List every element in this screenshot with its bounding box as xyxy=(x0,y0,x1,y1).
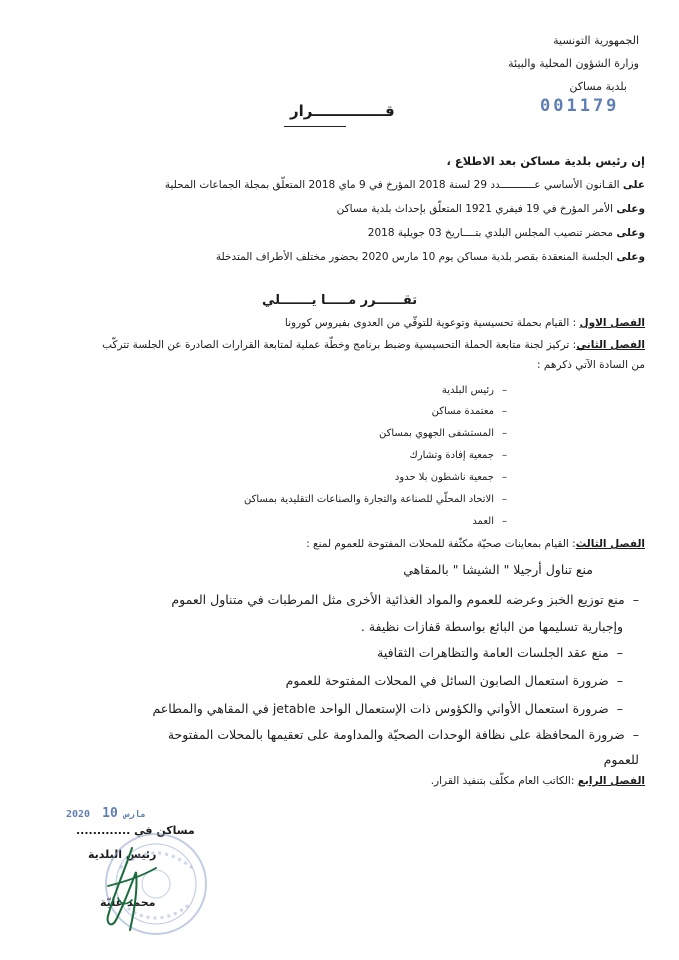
preamble-lead: وعلى xyxy=(616,251,645,263)
committee-member: –معتمدة مساكن xyxy=(431,406,507,417)
preamble-lead: وعلى xyxy=(616,227,645,239)
committee-member: –المستشفى الجهوي بمساكن xyxy=(378,428,507,439)
title-underline xyxy=(284,126,346,127)
article-4-label: الفصل الرابع xyxy=(577,775,645,787)
measure-item: منع تناول أرجيلا " الشيشا " بالمقاهي xyxy=(403,562,593,577)
article-2-label: الفصل الثاني xyxy=(576,339,645,351)
article-4-text: :الكاتب العام مكلّف بتنفيذ القرار. xyxy=(430,775,578,787)
measure-item: –ضرورة استعمال الصابون السائل في المحلات المفتوحة للعموم xyxy=(285,673,623,688)
measure-item: –منع توزيع الخبز وعرضه للعموم والمواد الغذائية الأخرى مثل المرطبات في متناول العموم xyxy=(171,592,639,607)
article-4 xyxy=(431,774,645,788)
preamble-text: محضر تنصيب المجلس البلدي بتــــاريخ 03 جويلية 2018 xyxy=(367,227,617,239)
ministry-line: وزارة الشؤون المحلية والبيئة xyxy=(508,57,639,70)
article-2-continuation: من السادة الآتي ذكرهم : xyxy=(537,359,645,371)
municipality-line: بلدية مساكن xyxy=(569,80,627,93)
preamble-item xyxy=(216,250,645,264)
measure-item: للعموم xyxy=(603,752,639,767)
article-3-label: الفصل الثالث xyxy=(575,538,645,550)
preamble-text: الأمر المؤرخ في 19 فيفري 1921 المتعلّق بإحداث بلدية مساكن xyxy=(336,203,617,215)
signature-place: مساكن في ............. xyxy=(76,824,195,837)
article-2-text: : تركيز لجنة متابعة الحملة التحسيسية وضبط برنامج وخطّة عملية لمتابعة القرارات الصادرة عن الجلسة تتركّب xyxy=(102,339,577,351)
preamble-lead: على xyxy=(622,179,645,191)
article-1-label: الفصل الاول xyxy=(579,317,645,329)
serial-number: 001179 xyxy=(540,96,620,116)
measure-item: –ضرورة استعمال الأواني والكؤوس ذات الإستعمال الواحد jetable في المقاهي والمطاعم xyxy=(152,701,623,716)
article-3 xyxy=(306,537,645,551)
preamble-text: القـانون الأساسي عـــــــــــدد 29 لسنة 2018 المؤرخ في 9 ماي 2018 المتعلّق بمجلة الجماعات المحلية xyxy=(164,179,623,191)
preamble-lead: وعلى xyxy=(616,203,645,215)
article-1 xyxy=(285,316,645,330)
decides-heading: تقــــــرر مـــــا يـــــــلي xyxy=(262,293,418,308)
measure-item: وإجبارية تسليمها من البائع بواسطة قفازات نظيفة . xyxy=(360,619,623,634)
article-1-text: : القيام بحملة تحسيسية وتوعوية للتوقّي من العدوى بفيروس كورونا xyxy=(284,317,580,329)
decree-title: قــــــــــــــرار xyxy=(290,102,395,120)
republic-line: الجمهورية التونسية xyxy=(553,34,639,47)
committee-member: –العمد xyxy=(472,516,507,527)
measure-item: –ضرورة المحافظة على نظافة الوحدات الصحيّة والمداومة على تعقيمها بالمحلات المفتوحة xyxy=(167,727,639,742)
stamp-date: 2020 10 مارس xyxy=(66,806,146,821)
committee-member: –جمعية ناشطون بلا حدود xyxy=(394,472,507,483)
article-3-text: : القيام بمعاينات صحيّة مكثّفة للمحلات المفتوحة للعموم لمنع : xyxy=(306,538,576,550)
preamble-item xyxy=(337,202,645,216)
intro-line: إن رئيس بلدية مساكن بعد الاطلاع ، xyxy=(446,154,645,168)
committee-member: –جمعية إفادة وتشارك xyxy=(409,450,507,461)
preamble-text: الجلسة المنعقدة بقصر بلدية مساكن يوم 10 مارس 2020 بحضور مختلف الأطراف المتدخلة xyxy=(215,251,617,263)
committee-member: –الاتحاد المحلّي للصناعة والتجارة والصناعات التقليدية بمساكن xyxy=(243,494,507,505)
committee-member: –رئيس البلدية xyxy=(441,385,507,396)
article-2 xyxy=(102,338,645,352)
preamble-item xyxy=(165,178,645,192)
handwritten-signature xyxy=(84,842,174,936)
signature-role: رئيس البلدية xyxy=(88,848,157,861)
signature-name: محمد عليّة xyxy=(100,896,156,909)
preamble-item xyxy=(368,226,645,240)
measure-item: –منع عقد الجلسات العامة والتظاهرات الثقافية xyxy=(377,645,623,660)
